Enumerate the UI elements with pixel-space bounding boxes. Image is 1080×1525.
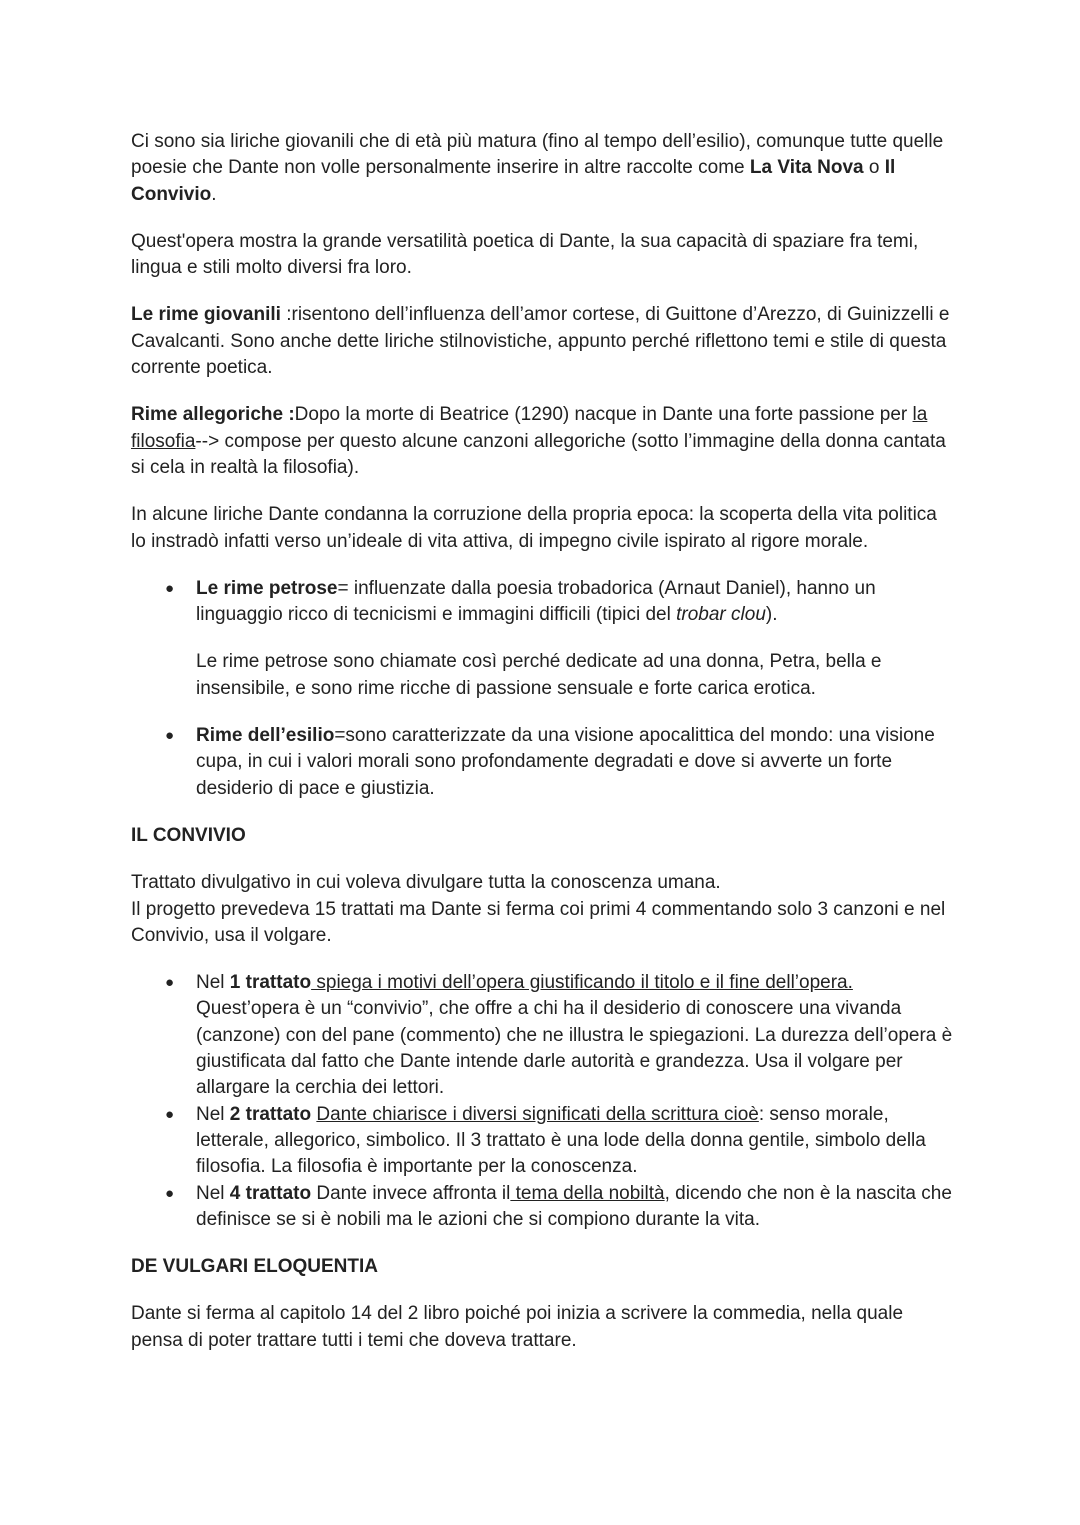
trattato-4-text-end: , dicendo che non è la nascita che definisce se si è nobili ma le azioni che si compiono durante la vita. — [196, 1182, 952, 1230]
trattato-1-label: 1 trattato — [229, 972, 312, 994]
rime-petrose-subparagraph: Le rime petrose sono chiamate così perché dedicate ad una donna, Petra, bella e insensibile, e sono rime ricche di passione sensuale e forte carica erotica. — [196, 651, 882, 699]
trobar-clou-italic: trobar clou — [676, 604, 766, 626]
rime-esilio-label: Rime dell’esilio — [196, 725, 335, 747]
rime-giovanili-label: Le rime giovanili — [131, 304, 281, 326]
convivio-intro-paragraph — [131, 870, 953, 949]
trattato-1-text: Quest’opera è un “convivio”, che offre a chi ha il desiderio di conoscere una vivanda (canzone) con del pane (commento) che ne illustra le spiegazioni. La durezza dell’opera è giustificata dal fatto che Dante intende darle autorità e grandezza. Usa il volgare per allargare la cerchia dei lettori. — [196, 998, 953, 1099]
rime-intro-connector: o — [863, 157, 885, 179]
trattato-2-text: : senso morale, letterale, allegorico, simbolico. Il 3 trattato è una lode della donna gentile, simbolo della filosofia. La filosofia è importante per la conoscenza. — [196, 1103, 926, 1178]
trattati-list — [131, 970, 953, 1233]
convivio-heading: IL CONVIVIO — [131, 824, 246, 846]
rime-intro-text: Ci sono sia liriche giovanili che di età più matura (fino al tempo dell’esilio), comunque tutte quelle poesie che Dante non volle personalmente inserire in altre raccolte come — [131, 131, 944, 179]
list-item-rime-esilio — [165, 723, 953, 802]
trattato-4-label: 4 trattato — [229, 1182, 312, 1204]
convivio-intro-line-2: Il progetto prevedeva 15 trattati ma Dante si ferma coi primi 4 commentando solo 3 canzoni e nel Convivio, usa il volgare. — [131, 898, 946, 946]
rime-esilio-text: =sono caratterizzate da una visione apocalittica del mondo: una visione cupa, in cui i valori morali sono profondamente degradati e dove si avverte un forte desiderio di pace e giustizia. — [196, 725, 935, 799]
rime-petrose-text-end: ). — [765, 604, 778, 626]
trattato-4-text: Dante invece affronta il — [311, 1182, 511, 1204]
rime-intro-period: . — [211, 183, 217, 205]
document-page — [131, 129, 953, 1375]
corruzione-paragraph: In alcune liriche Dante condanna la corruzione della propria epoca: la scoperta della vita politica lo instradò infatti verso un’ideale di vita attiva, di impegno civile ispirato al rigore morale. — [131, 504, 937, 552]
rime-intro-paragraph — [131, 129, 953, 208]
bullet-icon: ● — [165, 727, 175, 745]
rime-types-list — [131, 576, 953, 802]
trattato-2-prefix: Nel — [196, 1103, 230, 1125]
bullet-icon: ● — [165, 579, 175, 597]
trattato-1-prefix: Nel — [196, 972, 230, 994]
vita-nova-title: La Vita Nova — [749, 157, 864, 179]
rime-allegoriche-label: Rime allegoriche : — [131, 404, 295, 426]
bullet-icon: ● — [165, 1105, 175, 1123]
rime-allegoriche-text-end: --> compose per questo alcune canzoni allegoriche (sotto l’immagine della donna cantata si cela in realtà la filosofia). — [131, 430, 946, 478]
rime-allegoriche-text: Dopo la morte di Beatrice (1290) nacque in Dante una forte passione per — [294, 404, 913, 426]
list-item-trattato-1 — [165, 970, 953, 1101]
list-item-trattato-4 — [165, 1181, 953, 1234]
trattato-2-label: 2 trattato — [229, 1103, 312, 1125]
rime-giovanili-text: :risentono dell’influenza dell’amor cortese, di Guittone d’Arezzo, di Guinizzelli e Cavalcanti. Sono anche dette liriche stilnovistiche, appunto perché riflettono temi e stile di questa corrente poetica. — [131, 304, 950, 379]
dve-heading: DE VULGARI ELOQUENTIA — [131, 1256, 379, 1278]
rime-petrose-text: = influenzate dalla poesia trobadorica (Arnaut Daniel), hanno un linguaggio ricco di tecnicismi e immagini difficili (tipici del — [196, 577, 876, 626]
rime-giovanili-paragraph — [131, 302, 953, 381]
trattato-2-underlined: Dante chiarisce i diversi significati della scrittura cioè — [316, 1103, 759, 1125]
list-item-rime-petrose — [165, 576, 953, 702]
convivio-title: Il Convivio — [131, 157, 896, 205]
dve-paragraph: Dante si ferma al capitolo 14 del 2 libro poiché poi inizia a scrivere la commedia, nella quale pensa di poter trattare tutti i temi che doveva trattare. — [131, 1303, 904, 1351]
rime-allegoriche-paragraph — [131, 402, 953, 481]
convivio-intro-line-1: Trattato divulgativo in cui voleva divulgare tutta la conoscenza umana. — [131, 872, 721, 894]
trattato-1-underlined: spiega i motivi dell’opera giustificando il titolo e il fine dell’opera. — [311, 972, 853, 994]
bullet-icon: ● — [165, 974, 175, 992]
trattato-4-prefix: Nel — [196, 1182, 230, 1204]
list-item-trattato-2 — [165, 1102, 953, 1181]
trattato-4-underlined: tema della nobiltà — [510, 1182, 665, 1204]
rime-petrose-label: Le rime petrose — [196, 577, 338, 599]
versatility-paragraph: Quest'opera mostra la grande versatilità poetica di Dante, la sua capacità di spaziare fra temi, lingua e stili molto diversi fra loro. — [131, 230, 919, 279]
bullet-icon: ● — [165, 1184, 175, 1202]
filosofia-underlined: la filosofia — [131, 404, 928, 452]
